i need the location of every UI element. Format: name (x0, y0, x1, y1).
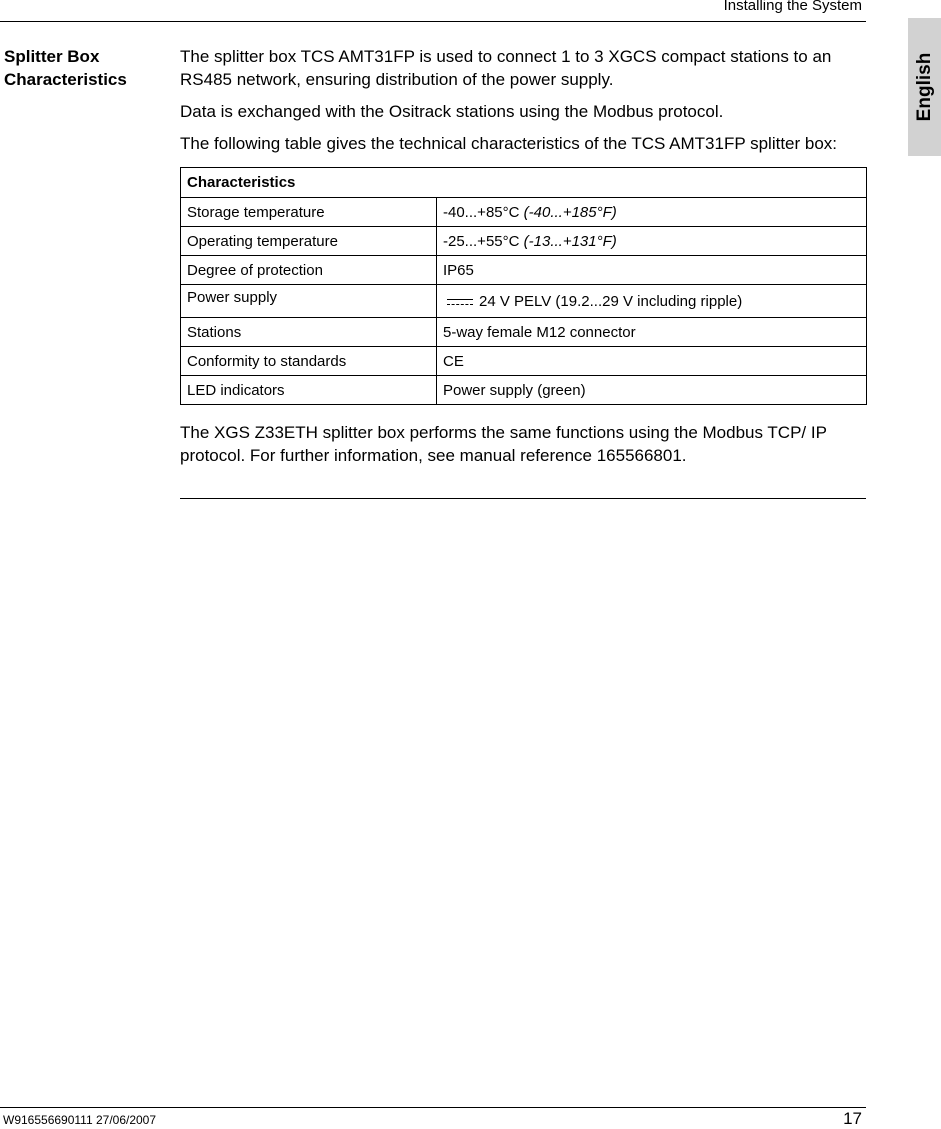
row-label: Operating temperature (181, 227, 437, 256)
row-label: Stations (181, 318, 437, 347)
header-rule (0, 21, 866, 22)
table-row (181, 256, 867, 285)
value-text: -25...+55°C (443, 232, 520, 250)
closing-paragraph: The XGS Z33ETH splitter box performs the same functions using the Modbus TCP/ IP protocol. For further information, see manual reference 165566801. (180, 423, 827, 465)
intro-paragraph: The splitter box TCS AMT31FP is used to connect 1 to 3 XGCS compact stations to an RS485 network, ensuring distribution of the power supply. (180, 47, 832, 89)
row-label: Power supply (181, 285, 437, 318)
section-end-rule (180, 498, 866, 499)
row-label: Storage temperature (181, 198, 437, 227)
row-value: 5-way female M12 connector (437, 318, 867, 347)
footer-rule (0, 1107, 866, 1108)
protocol-paragraph: Data is exchanged with the Ositrack stations using the Modbus protocol. (180, 102, 724, 121)
table-row (181, 198, 867, 227)
characteristics-table (180, 167, 867, 405)
value-text: 24 V PELV (19.2...29 V including ripple) (479, 292, 743, 310)
page-number: 17 (843, 1109, 862, 1128)
row-value (437, 227, 867, 256)
row-value: Power supply (green) (437, 376, 867, 405)
row-label: Degree of protection (181, 256, 437, 285)
section-heading (4, 45, 174, 91)
running-header-title: Installing the System (723, 0, 862, 14)
row-label: LED indicators (181, 376, 437, 405)
section-body (180, 45, 868, 476)
dc-voltage-icon (447, 297, 473, 307)
value-italic: (-40...+185°F) (523, 203, 617, 221)
table-row (181, 227, 867, 256)
value-text: -40...+85°C (443, 203, 520, 221)
table-row (181, 376, 867, 405)
section-heading-line1: Splitter Box (4, 47, 100, 66)
language-tab (908, 18, 941, 156)
table-row (181, 285, 867, 318)
language-tab-label: English (913, 52, 935, 122)
row-value: CE (437, 347, 867, 376)
row-value (437, 198, 867, 227)
row-label: Conformity to standards (181, 347, 437, 376)
row-value: IP65 (437, 256, 867, 285)
table-header: Characteristics (181, 168, 867, 198)
table-row (181, 347, 867, 376)
row-value (437, 285, 867, 318)
table-row (181, 318, 867, 347)
table-intro-paragraph: The following table gives the technical characteristics of the TCS AMT31FP splitter box: (180, 134, 838, 153)
table-header-row (181, 168, 867, 198)
section-heading-line2: Characteristics (4, 70, 127, 89)
footer-reference: W916556690111 27/06/2007 (3, 1113, 157, 1127)
value-italic: (-13...+131°F) (523, 232, 617, 250)
